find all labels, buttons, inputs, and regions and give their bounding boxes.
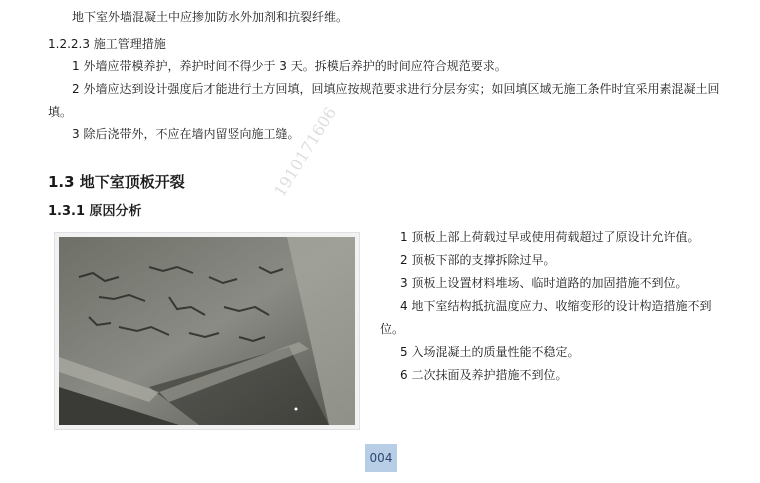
cause-item-6: 6 二次抹面及养护措施不到位。 [400, 368, 568, 382]
paragraph: 1 外墙应带模养护，养护时间不得少于 3 天。拆模后养护的时间应符合规范要求。 [72, 59, 507, 73]
page-number: 004 [365, 444, 397, 472]
cause-item-4-continuation: 位。 [380, 322, 405, 336]
basement-ceiling-crack-photo [54, 232, 360, 430]
paragraph: 3 除后浇带外，不应在墙内留竖向施工缝。 [72, 127, 300, 141]
section-heading-1-2-2-3: 1.2.2.3 施工管理措施 [48, 37, 166, 51]
cause-item-3: 3 顶板上设置材料堆场、临时道路的加固措施不到位。 [400, 276, 688, 290]
paragraph-continuation: 填。 [48, 105, 73, 119]
cause-item-4: 4 地下室结构抵抗温度应力、收缩变形的设计构造措施不到 [400, 299, 712, 313]
section-heading-1-3: 1.3 地下室顶板开裂 [48, 173, 185, 191]
paragraph: 地下室外墙混凝土中应掺加防水外加剂和抗裂纤维。 [72, 10, 349, 24]
cause-item-1: 1 顶板上部上荷载过早或使用荷载超过了原设计允许值。 [400, 230, 700, 244]
watermark: 1910171606 [270, 103, 341, 201]
paragraph: 2 外墙应达到设计强度后才能进行土方回填，回填应按规范要求进行分层夯实；如回填区域无施工条件时宜采用素混凝土回 [72, 82, 720, 96]
cause-item-5: 5 入场混凝土的质量性能不稳定。 [400, 345, 580, 359]
photo-image [59, 237, 355, 425]
section-heading-1-3-1: 1.3.1 原因分析 [48, 204, 142, 219]
cause-item-2: 2 顶板下部的支撑拆除过早。 [400, 253, 556, 267]
